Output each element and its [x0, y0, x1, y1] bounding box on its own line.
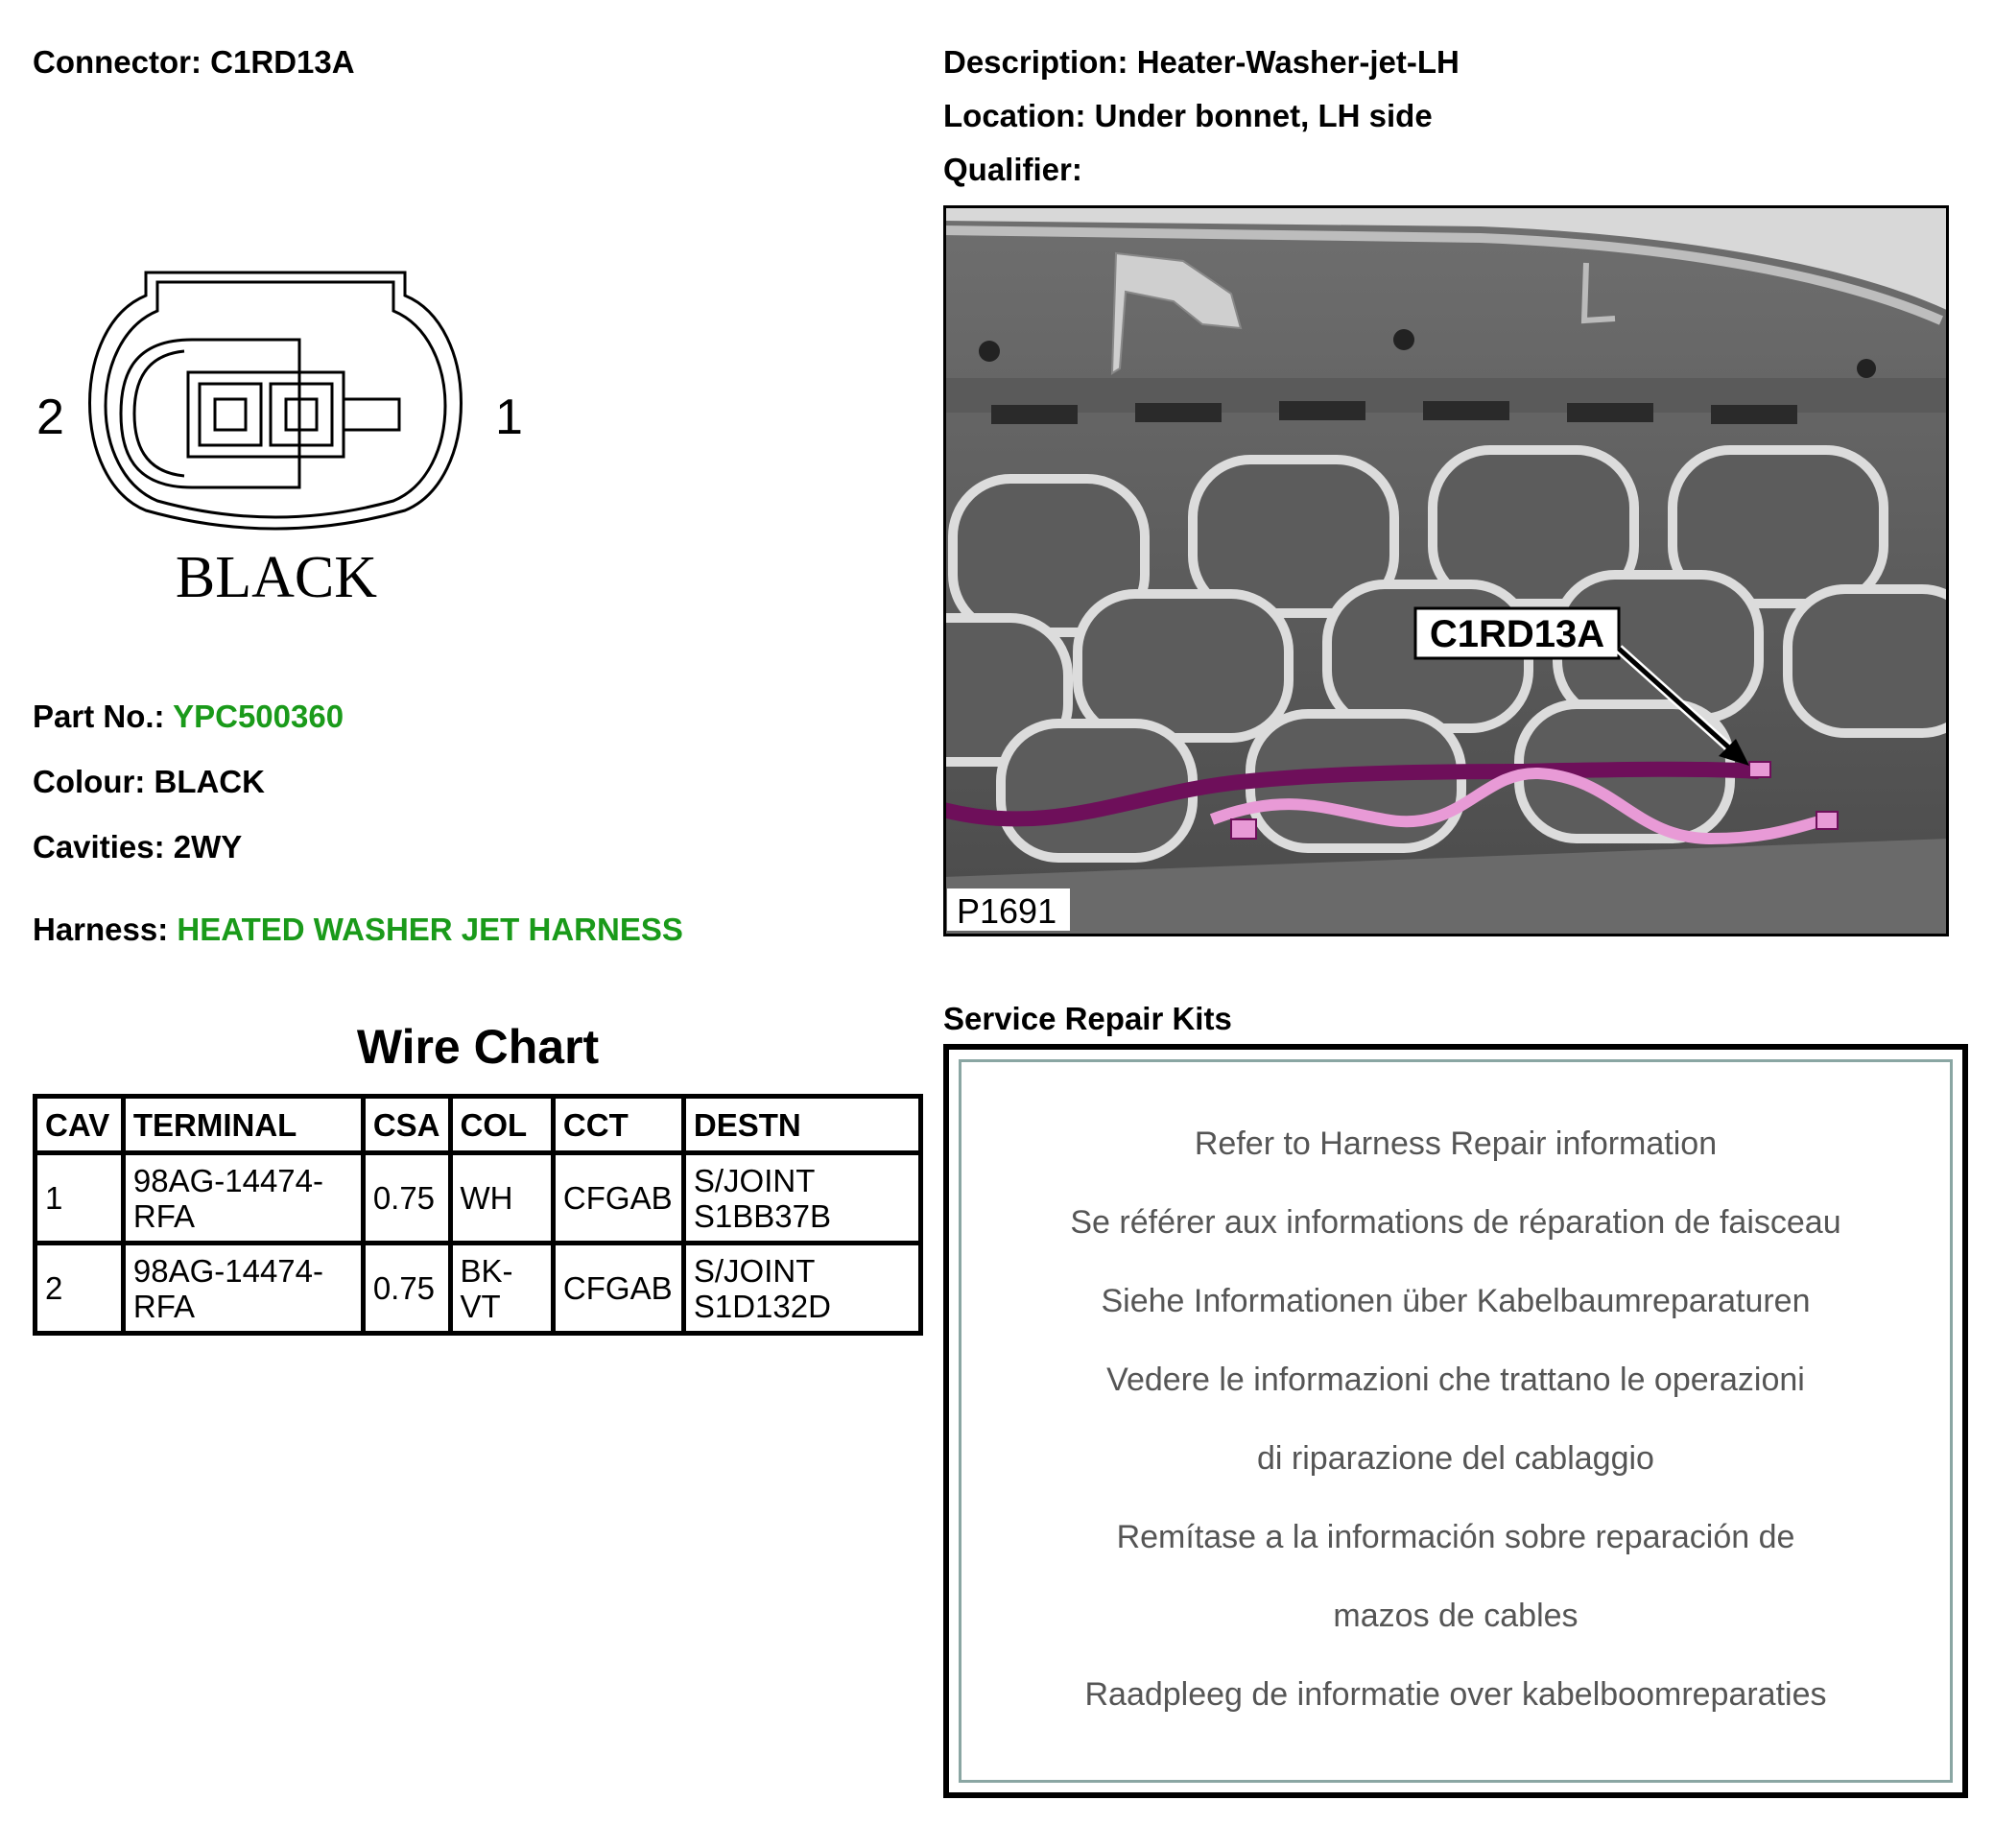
colour-field — [33, 764, 265, 800]
header-csa: CSA — [363, 1097, 450, 1153]
harness-link[interactable]: HEATED WASHER JET HARNESS — [177, 912, 683, 947]
wire-chart-header-row — [36, 1097, 921, 1153]
repair-info-line: mazos de cables — [1333, 1598, 1579, 1634]
cell-cct: CFGAB — [553, 1153, 683, 1244]
cell-col-line: BK- — [460, 1252, 513, 1289]
connector-value: C1RD13A — [210, 44, 355, 80]
table-row — [36, 1244, 921, 1334]
description-value: Heater-Washer-jet-LH — [1136, 44, 1460, 80]
harness-label: Harness: — [33, 912, 169, 947]
connector-label: Connector: — [33, 44, 202, 80]
cell-csa: 0.75 — [363, 1244, 450, 1334]
repair-info-line: Vedere le informazioni che trattano le operazioni — [1106, 1362, 1805, 1398]
wire-chart-table — [33, 1094, 923, 1336]
cavities-value: 2WY — [173, 829, 243, 865]
cell-col-line: WH — [460, 1180, 513, 1216]
header-col: COL — [450, 1097, 553, 1153]
repair-info-line: Remítase a la información sobre reparación de — [1116, 1519, 1795, 1555]
connector-field — [33, 44, 355, 81]
cell-terminal — [123, 1153, 363, 1244]
qualifier-label: Qualifier: — [943, 152, 1082, 187]
connector-face-diagram — [29, 259, 528, 624]
location-label: Location: — [943, 98, 1086, 133]
photo-callout-label: C1RD13A — [1429, 613, 1605, 655]
service-repair-kits-box — [943, 1044, 1968, 1798]
cell-destn — [683, 1244, 920, 1334]
part-no-field — [33, 699, 344, 735]
description-field — [943, 44, 1460, 81]
description-label: Description: — [943, 44, 1128, 80]
cell-cct: CFGAB — [553, 1244, 683, 1334]
photo-figure-id: P1691 — [957, 891, 1057, 931]
repair-info-line: Refer to Harness Repair information — [1194, 1125, 1718, 1162]
cavities-label: Cavities: — [33, 829, 165, 865]
cell-terminal-line: 98AG-14474- — [132, 1162, 323, 1198]
cell-destn-line: S1BB37B — [693, 1197, 831, 1234]
cell-destn — [683, 1153, 920, 1244]
cell-csa: 0.75 — [363, 1153, 450, 1244]
repair-info-line: Siehe Informationen über Kabelbaumreparaturen — [1101, 1283, 1811, 1319]
wire-chart-title: Wire Chart — [356, 1020, 600, 1074]
cell-terminal-line: RFA — [132, 1288, 196, 1324]
table-row — [36, 1153, 921, 1244]
cell-destn-line: S/JOINT — [693, 1252, 816, 1289]
service-repair-kits-title: Service Repair Kits — [943, 1001, 1232, 1036]
cell-col-line: VT — [460, 1288, 501, 1324]
colour-label: Colour: — [33, 764, 146, 799]
cell-terminal-line: 98AG-14474- — [132, 1252, 323, 1289]
cell-cav: 1 — [36, 1153, 124, 1244]
harness-field — [33, 912, 683, 948]
cell-col — [450, 1244, 553, 1334]
pin-label-2: 2 — [36, 390, 64, 445]
cell-terminal-line: RFA — [132, 1197, 196, 1234]
cavities-field — [33, 829, 242, 865]
part-no-link[interactable]: YPC500360 — [173, 699, 344, 734]
part-no-label: Part No.: — [33, 699, 165, 734]
cell-destn-line: S/JOINT — [693, 1162, 816, 1198]
pin-label-1: 1 — [495, 390, 523, 445]
repair-info-line: Raadpleeg de informatie over kabelboomreparaties — [1084, 1676, 1827, 1713]
header-terminal: TERMINAL — [123, 1097, 363, 1153]
header-destn: DESTN — [683, 1097, 920, 1153]
connector-colour-text: BLACK — [175, 545, 378, 610]
header-cav: CAV — [36, 1097, 124, 1153]
cell-destn-line: S1D132D — [693, 1288, 831, 1324]
colour-value: BLACK — [154, 764, 265, 799]
cell-col — [450, 1153, 553, 1244]
location-photo — [943, 205, 1949, 936]
cell-cav: 2 — [36, 1244, 124, 1334]
location-value: Under bonnet, LH side — [1094, 98, 1433, 133]
service-repair-kits-inner — [959, 1059, 1953, 1783]
qualifier-field — [943, 152, 1082, 188]
repair-info-line: Se référer aux informations de réparation de faisceau — [1070, 1204, 1841, 1241]
repair-info-line: di riparazione del cablaggio — [1257, 1440, 1654, 1477]
cell-terminal — [123, 1244, 363, 1334]
header-cct: CCT — [553, 1097, 683, 1153]
location-field — [943, 98, 1433, 134]
